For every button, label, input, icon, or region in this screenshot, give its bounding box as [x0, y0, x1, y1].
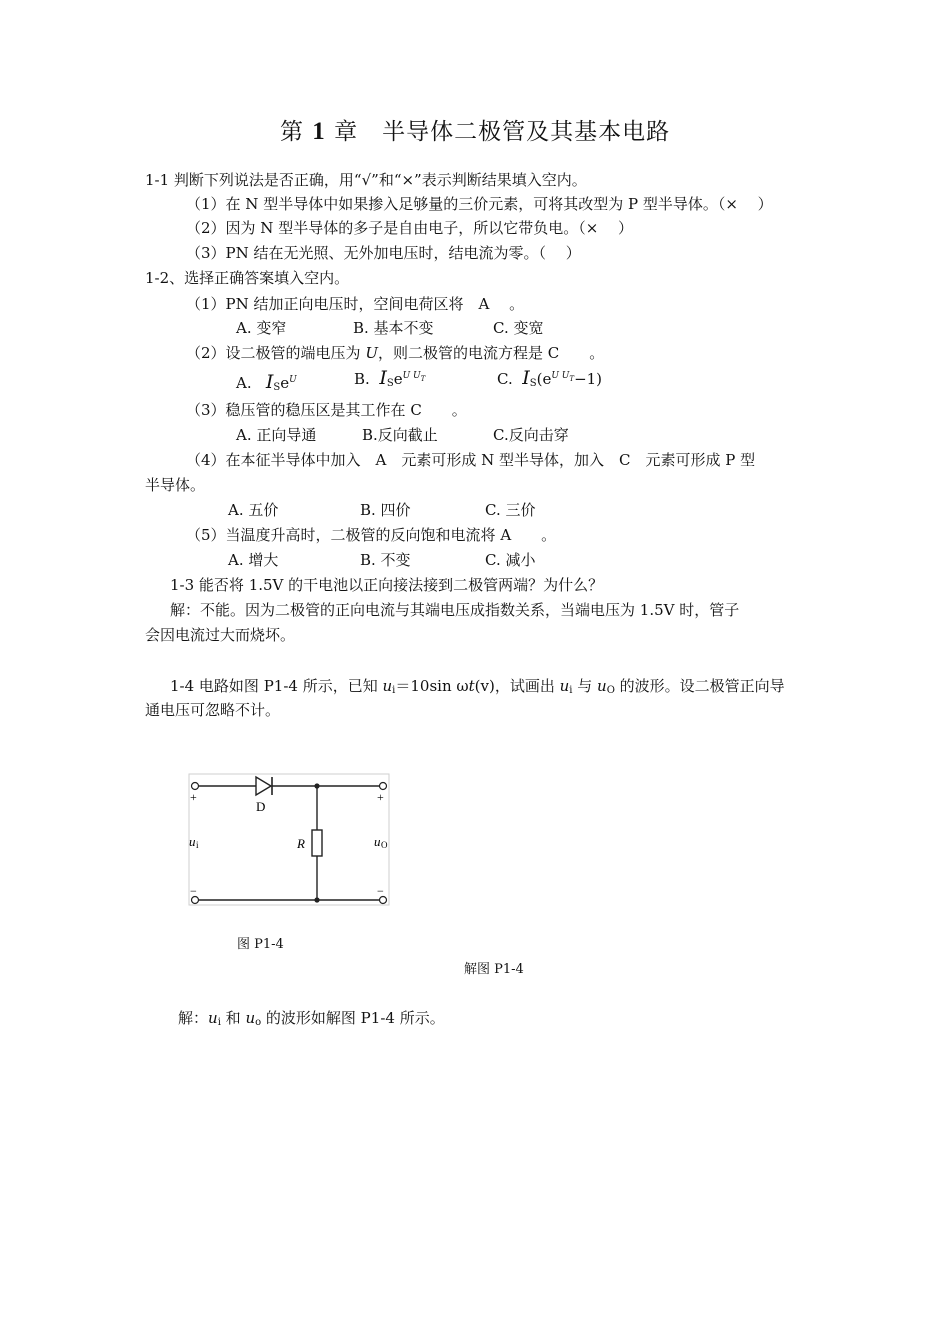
output-voltage-label: u	[374, 834, 381, 849]
chapter-title: 第 1 章 半导体二极管及其基本电路	[279, 118, 671, 145]
question-1-1-item-3: （3）PN 结在无光照、无外加电压时，结电流为零。（ ）	[186, 244, 581, 262]
question-1-3-answer-cont: 会因电流过大而烧坏。	[145, 626, 296, 644]
figure-caption: 图 P1-4	[237, 937, 284, 952]
terminal-input-top	[192, 783, 199, 790]
diode-icon	[256, 777, 271, 795]
solution-figure-caption: 解图 P1-4	[464, 962, 524, 977]
formula-option-b: B. $I_Se^{U U_T}$	[354, 367, 426, 389]
question-1-4-stem: 1-4 电路如图 P1-4 所示，已知 $u_i=10\sin$ ωt(v)，试画出 $u_i$ 与 $u_O$ 的波形。设二极管正向导	[170, 677, 785, 696]
question-1-4-answer: 解：$u_i$ 和 $u_o$ 的波形如解图 P1-4 所示。	[178, 1009, 445, 1028]
junction-dot-bottom	[314, 897, 319, 902]
question-1-4-stem-cont: 通电压可忽略不计。	[145, 701, 281, 719]
output-minus: −	[377, 884, 384, 898]
option-a: A. 五价	[228, 501, 279, 519]
question-1-2-part-3: （3）稳压管的稳压区是其工作在 C 。	[186, 401, 467, 419]
formula-option-c: C. $I_S(e^{U U_T}-1)$	[497, 367, 603, 389]
circuit-diagram	[180, 765, 400, 915]
figure-frame	[189, 774, 389, 905]
junction-dot-top	[314, 783, 319, 788]
option-c: C. 减小	[485, 551, 536, 569]
option-a: A. 增大	[228, 551, 279, 569]
input-plus: +	[190, 790, 197, 804]
input-voltage-sub: i	[196, 840, 199, 850]
resistor-icon	[312, 830, 322, 856]
option-b: B. 不变	[360, 551, 411, 569]
option-b: B. 基本不变	[353, 319, 434, 337]
output-plus: +	[377, 790, 384, 804]
question-1-1-stem: 1-1 判断下列说法是否正确，用“√”和“×”表示判断结果填入空内。	[145, 171, 587, 189]
option-b: B. 四价	[360, 501, 411, 519]
terminal-output-top	[380, 783, 387, 790]
input-minus: −	[190, 884, 197, 898]
question-1-2-part-4-cont: 半导体。	[145, 476, 206, 494]
question-1-2-part-5: （5）当温度升高时，二极管的反向饱和电流将 A 。	[186, 526, 557, 544]
question-1-1-item-1: （1）在 N 型半导体中如果掺入足够量的三价元素，可将其改型为 P 型半导体。（× ）	[186, 195, 773, 213]
formula-option-a: A. $I_Se^U$	[236, 371, 297, 393]
resistor-label: R	[297, 836, 305, 851]
diode-label: D	[256, 799, 266, 814]
option-c: C. 变宽	[493, 319, 544, 337]
question-1-2-part-2: （2）设二极管的端电压为 U，则二极管的电流方程是 C 。	[186, 344, 605, 362]
option-a: A. 正向导通	[236, 426, 317, 444]
option-b: B.反向截止	[362, 426, 438, 444]
question-1-3-answer: 解：不能。因为二极管的正向电流与其端电压成指数关系，当端电压为 1.5V 时，管子	[170, 601, 740, 619]
question-1-2-stem: 1-2、选择正确答案填入空内。	[145, 269, 350, 287]
option-a: A. 变窄	[236, 319, 287, 337]
option-c: C. 三价	[485, 501, 536, 519]
question-1-2-part-1: （1）PN 结加正向电压时，空间电荷区将 A 。	[186, 295, 525, 313]
question-1-2-part-4: （4）在本征半导体中加入 A 元素可形成 N 型半导体，加入 C 元素可形成 P 型	[186, 451, 756, 469]
question-1-3-stem: 1-3 能否将 1.5V 的干电池以正向接法接到二极管两端？为什么？	[170, 576, 604, 594]
question-1-1-item-2: （2）因为 N 型半导体的多子是自由电子，所以它带负电。（× ）	[186, 219, 634, 237]
option-c: C.反向击穿	[493, 426, 569, 444]
input-voltage-label: u	[189, 834, 196, 849]
output-voltage-sub: O	[381, 840, 388, 850]
